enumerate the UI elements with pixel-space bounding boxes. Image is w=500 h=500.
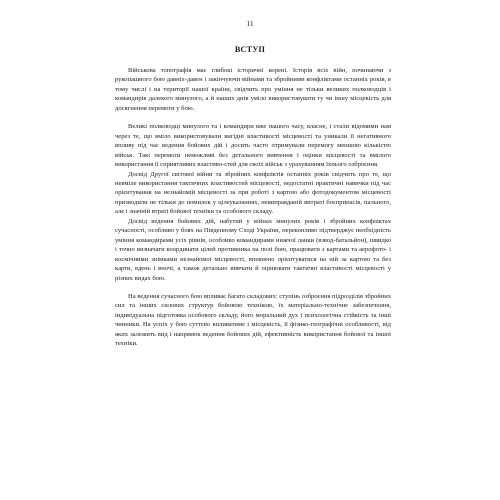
page-number: 11 bbox=[246, 19, 254, 28]
paragraph-2: Великі полководці минулого та і командири вже нашого часу, власне, і стали відомими нам через те, що вміло використовували вигідні властивості місцевості та уникали її негативного впливу під час ведення бойових дій і досить часто отримували перемогу меншою кількістю військ. Такі перемоги неможливі без детального вивчення і оцінки місцевості та вмілого використання її сприятливих властиво-стей для своїх військ з урахуванням їхнього озброєння. bbox=[115, 123, 391, 169]
section-heading: ВСТУП bbox=[234, 45, 266, 54]
paragraph-3: Досвід Другої світової війни та збройних конфліктів останніх років свідчить про те, що невміле використання тактичних властивостей місцевості, недостатні практичні навички під час орієнтування на незнайомій місцевості за при роботі з картою або фотодокументом місцевості призводили не тільки до помилок у цілеуказаннях, невиправданій витраті боєприпасів, пального, але і значній втраті бойової техніки та особового складу. bbox=[115, 170, 391, 216]
body-text bbox=[115, 66, 391, 349]
paragraph-1: Військова топографія має глибокі історичні корені. Історія всіх війн, починаючи з рукопашного бою давніх-давен і закінчуючи війнами та збройними конфліктами останніх років, в тому числі і на території нашої країни, свідчить про уміння не тільки великих полководців і командирів далекого минулого, а й наших днів уміло використовувати ту чи іншу місцевість для досягнення перемоги у бою. bbox=[115, 67, 391, 112]
paragraph-4: Досвід ведення бойових дій, набутий у війнах минулих років і збройних конфліктах сучасності, особливо у боях на Південному Сході України, переконливо підтверджує необхідність уміння командирами усіх рівнів, особливо командирами нижчої ланки (взвод-батальйон), швидко і точно визначати координати цілей противника на полі бою, працювати з картами та аерофото- і космічними знімками незнайомої місцевості, впевнено орієнтуватися на ній за картою та без карти, вдень і вночі, а також детально вивчати й оцінювати тактичні властивості місцевості у різних видах бою. bbox=[115, 217, 391, 282]
paragraph-5: На ведення сучасного бою впливає багато складових: ступінь озброєння підрозділів збройних сил та інших силових структур бойовою технікою, їх матеріально-технічне забезпечення, індивідуальна підготовка особового складу, його моральний дух і психологічна стійкість та інші чинники. На успіх у бою суттєво впливатиме і місцевість, її фізико-географічні особливості, від яких залежить вид і напрямок ведення бойових дій, ефективність використання бойової та іншої техніки. bbox=[115, 292, 391, 348]
